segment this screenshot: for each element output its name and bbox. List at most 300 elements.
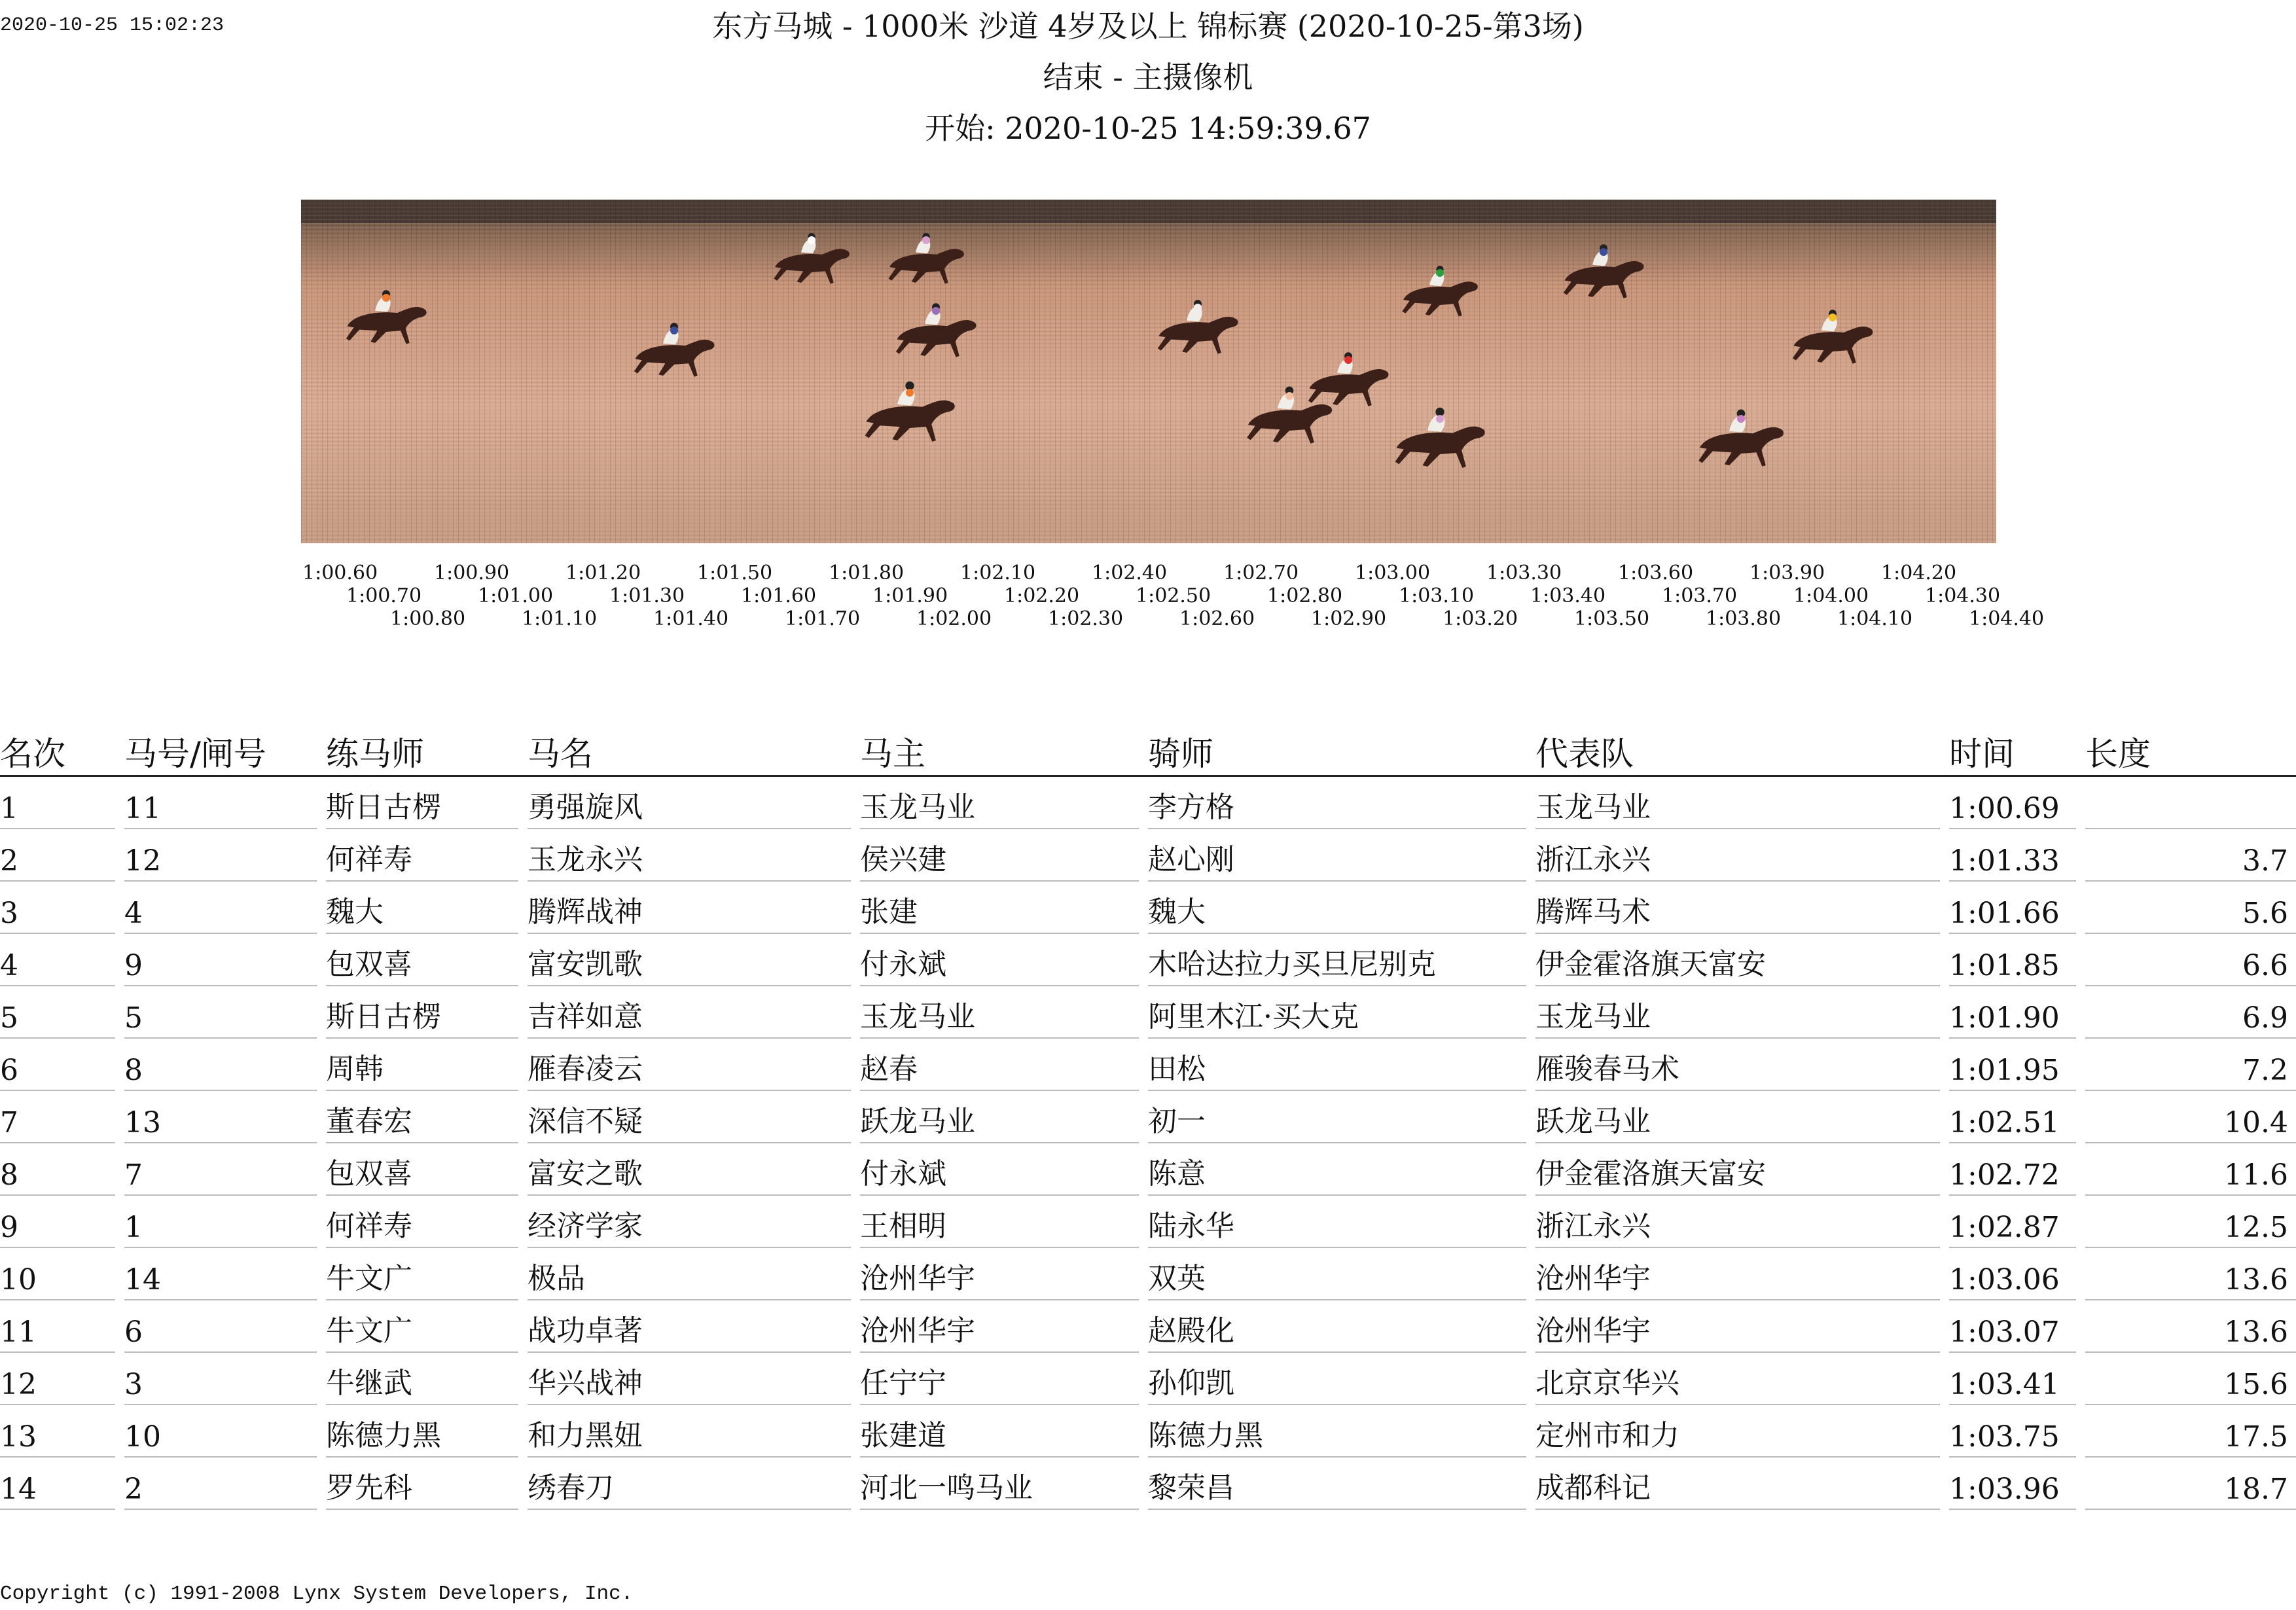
- col-jockey: 骑师: [1148, 728, 1535, 776]
- cell-horse-name: [528, 1248, 860, 1300]
- cell-length-text: 6.9: [2085, 1001, 2296, 1039]
- cell-owner: [860, 986, 1148, 1039]
- cell-horse-number-text: 11: [124, 792, 317, 829]
- cell-time: [1949, 1300, 2085, 1353]
- cell-trainer-text: 包双喜: [326, 1150, 518, 1196]
- cell-trainer: [326, 1143, 528, 1196]
- cell-jockey-text: 木哈达拉力买旦尼别克: [1148, 940, 1526, 986]
- cell-jockey: [1148, 882, 1535, 934]
- table-row: [0, 1091, 2296, 1143]
- cell-horse-name: [528, 934, 860, 986]
- cell-horse-name-text: 华兴战神: [528, 1359, 851, 1405]
- cell-time-text: 1:01.95: [1949, 1054, 2076, 1091]
- cell-length: [2085, 986, 2296, 1039]
- cell-team-text: 雁骏春马术: [1535, 1045, 1940, 1091]
- cell-owner: [860, 829, 1148, 882]
- table-row: [0, 934, 2296, 986]
- time-tick-label: 1:00.90: [434, 562, 510, 584]
- cell-jockey-text: 双英: [1148, 1255, 1526, 1300]
- cell-owner: [860, 1248, 1148, 1300]
- cell-horse-number: [124, 1353, 326, 1405]
- cell-time: [1949, 1248, 2085, 1300]
- cell-trainer-text: 何祥寿: [326, 1202, 518, 1248]
- cell-team-text: 成都科记: [1535, 1464, 1940, 1510]
- cell-rank-text: 2: [0, 844, 115, 882]
- col-horse-name: 马名: [528, 728, 860, 776]
- cell-horse-number: [124, 934, 326, 986]
- cell-time-text: 1:03.75: [1949, 1420, 2076, 1458]
- table-row: [0, 1196, 2296, 1248]
- cell-horse-name-text: 勇强旋风: [528, 783, 851, 829]
- cell-rank: [0, 1143, 124, 1196]
- cell-trainer: [326, 1458, 528, 1510]
- cell-horse-number-text: 8: [124, 1054, 317, 1091]
- cell-rank: [0, 776, 124, 830]
- cell-length-text: 17.5: [2085, 1420, 2296, 1458]
- cell-horse-name-text: 玉龙永兴: [528, 836, 851, 882]
- time-tick-label: 1:04.10: [1837, 607, 1913, 630]
- cell-horse-number: [124, 1196, 326, 1248]
- race-title: 东方马城 - 1000米 沙道 4岁及以上 锦标赛 (2020-10-25-第3场): [712, 9, 1584, 44]
- time-tick-label: 1:01.60: [741, 584, 817, 607]
- cell-owner: [860, 1143, 1148, 1196]
- cell-length-text: 15.6: [2085, 1368, 2296, 1405]
- time-tick-label: 1:03.00: [1355, 562, 1431, 584]
- cell-horse-number: [124, 882, 326, 934]
- cell-team: [1535, 934, 1949, 986]
- cell-length: [2085, 882, 2296, 934]
- cell-owner: [860, 1353, 1148, 1405]
- cell-horse-name: [528, 1353, 860, 1405]
- cell-horse-name-text: 富安凯歌: [528, 940, 851, 986]
- cell-trainer: [326, 829, 528, 882]
- cell-rank-text: 1: [0, 792, 115, 829]
- cell-time: [1949, 1405, 2085, 1458]
- race-start-time: 开始: 2020-10-25 14:59:39.67: [925, 111, 1371, 146]
- cell-rank-text: 10: [0, 1263, 115, 1300]
- cell-team-text: 玉龙马业: [1535, 993, 1940, 1039]
- cell-team: [1535, 1405, 1949, 1458]
- cell-time: [1949, 934, 2085, 986]
- cell-time-text: 1:03.96: [1949, 1473, 2076, 1510]
- cell-jockey-text: 赵殿化: [1148, 1307, 1526, 1353]
- cell-jockey: [1148, 1039, 1535, 1091]
- table-row: [0, 1039, 2296, 1091]
- time-tick-label: 1:02.50: [1136, 584, 1211, 607]
- cell-team-text: 沧州华宇: [1535, 1255, 1940, 1300]
- cell-rank: [0, 1300, 124, 1353]
- cell-trainer-text: 斯日古楞: [326, 783, 518, 829]
- time-tick-label: 1:02.80: [1267, 584, 1343, 607]
- cell-horse-name: [528, 1405, 860, 1458]
- cell-owner: [860, 1458, 1148, 1510]
- cell-time-text: 1:01.33: [1949, 844, 2076, 882]
- cell-horse-number: [124, 776, 326, 830]
- cell-rank: [0, 1091, 124, 1143]
- time-tick-label: 1:04.30: [1925, 584, 2001, 607]
- col-time: 时间: [1949, 728, 2085, 776]
- cell-horse-name: [528, 1143, 860, 1196]
- table-row: [0, 1458, 2296, 1510]
- cell-time-text: 1:02.51: [1949, 1106, 2076, 1143]
- cell-owner-text: 张建道: [860, 1412, 1139, 1458]
- cell-rank: [0, 1248, 124, 1300]
- cell-trainer: [326, 1196, 528, 1248]
- time-tick-label: 1:04.40: [1969, 607, 2045, 630]
- cell-rank-text: 13: [0, 1420, 115, 1458]
- cell-time: [1949, 1458, 2085, 1510]
- cell-time-text: 1:01.90: [1949, 1001, 2076, 1039]
- cell-time-text: 1:01.66: [1949, 897, 2076, 934]
- cell-horse-name: [528, 986, 860, 1039]
- cell-trainer-text: 董春宏: [326, 1098, 518, 1143]
- cell-horse-number: [124, 986, 326, 1039]
- cell-time: [1949, 1143, 2085, 1196]
- cell-time-text: 1:03.41: [1949, 1368, 2076, 1405]
- cell-jockey: [1148, 934, 1535, 986]
- cell-owner: [860, 1300, 1148, 1353]
- cell-length-text: 12.5: [2085, 1211, 2296, 1248]
- cell-team-text: 浙江永兴: [1535, 836, 1940, 882]
- cell-team: [1535, 829, 1949, 882]
- cell-owner-text: 玉龙马业: [860, 993, 1139, 1039]
- cell-team: [1535, 1091, 1949, 1143]
- cell-trainer-text: 斯日古楞: [326, 993, 518, 1039]
- cell-length-text: 10.4: [2085, 1106, 2296, 1143]
- cell-trainer: [326, 1039, 528, 1091]
- cell-team: [1535, 1300, 1949, 1353]
- cell-rank-text: 12: [0, 1368, 115, 1405]
- time-tick-label: 1:02.40: [1092, 562, 1168, 584]
- cell-length: [2085, 1143, 2296, 1196]
- cell-horse-name-text: 腾辉战神: [528, 888, 851, 934]
- cell-time: [1949, 1353, 2085, 1405]
- cell-owner-text: 赵春: [860, 1045, 1139, 1091]
- cell-jockey: [1148, 986, 1535, 1039]
- cell-team-text: 伊金霍洛旗天富安: [1535, 1150, 1940, 1196]
- table-row: [0, 882, 2296, 934]
- cell-horse-number-text: 4: [124, 897, 317, 934]
- cell-time-text: 1:02.72: [1949, 1158, 2076, 1196]
- cell-jockey: [1148, 776, 1535, 830]
- time-tick-label: 1:04.00: [1793, 584, 1869, 607]
- cell-rank: [0, 829, 124, 882]
- cell-trainer: [326, 1405, 528, 1458]
- cell-horse-number-text: 6: [124, 1315, 317, 1353]
- cell-time-text: 1:03.06: [1949, 1263, 2076, 1300]
- table-row: [0, 1353, 2296, 1405]
- cell-horse-name: [528, 1300, 860, 1353]
- photo-finish-image: [301, 200, 1996, 543]
- cell-trainer-text: 罗先科: [326, 1464, 518, 1510]
- table-row: [0, 829, 2296, 882]
- col-team: 代表队: [1535, 728, 1949, 776]
- cell-horse-number: [124, 1458, 326, 1510]
- cell-rank-text: 5: [0, 1001, 115, 1039]
- cell-horse-number-text: 1: [124, 1211, 317, 1248]
- table-row: [0, 1143, 2296, 1196]
- cell-owner: [860, 1039, 1148, 1091]
- cell-team-text: 伊金霍洛旗天富安: [1535, 940, 1940, 986]
- cell-horse-name-text: 绣春刀: [528, 1464, 851, 1510]
- cell-owner-text: 付永斌: [860, 1150, 1139, 1196]
- print-timestamp: 2020-10-25 15:02:23: [0, 14, 224, 37]
- cell-horse-number-text: 9: [124, 949, 317, 986]
- cell-rank-text: 8: [0, 1158, 115, 1196]
- cell-length-text: 13.6: [2085, 1263, 2296, 1300]
- cell-rank-text: 3: [0, 897, 115, 934]
- cell-rank-text: 6: [0, 1054, 115, 1091]
- cell-team-text: 玉龙马业: [1535, 783, 1940, 829]
- cell-length: [2085, 1039, 2296, 1091]
- col-length: 长度: [2085, 728, 2296, 776]
- cell-jockey: [1148, 1353, 1535, 1405]
- cell-time: [1949, 829, 2085, 882]
- cell-rank-text: 4: [0, 949, 115, 986]
- cell-length: [2085, 1091, 2296, 1143]
- cell-team: [1535, 1458, 1949, 1510]
- cell-trainer-text: 包双喜: [326, 940, 518, 986]
- cell-trainer: [326, 1248, 528, 1300]
- cell-rank: [0, 934, 124, 986]
- cell-jockey: [1148, 829, 1535, 882]
- cell-team-text: 跃龙马业: [1535, 1098, 1940, 1143]
- copyright-notice: Copyright (c) 1991-2008 Lynx System Developers, Inc.: [0, 1583, 634, 1605]
- cell-time: [1949, 986, 2085, 1039]
- cell-team: [1535, 986, 1949, 1039]
- table-row: [0, 1248, 2296, 1300]
- cell-time: [1949, 1091, 2085, 1143]
- cell-trainer-text: 魏大: [326, 888, 518, 934]
- cell-horse-name-text: 战功卓著: [528, 1307, 851, 1353]
- cell-rank: [0, 1353, 124, 1405]
- cell-rank: [0, 1196, 124, 1248]
- cell-length-text: [2085, 792, 2296, 829]
- cell-horse-number-text: 14: [124, 1263, 317, 1300]
- table-row: [0, 776, 2296, 830]
- cell-jockey-text: 陈意: [1148, 1150, 1526, 1196]
- cell-rank: [0, 1039, 124, 1091]
- cell-horse-number-text: 3: [124, 1368, 317, 1405]
- cell-owner: [860, 934, 1148, 986]
- time-tick-label: 1:03.40: [1530, 584, 1606, 607]
- cell-length-text: 11.6: [2085, 1158, 2296, 1196]
- cell-trainer-text: 牛文广: [326, 1255, 518, 1300]
- cell-length-text: 5.6: [2085, 897, 2296, 934]
- cell-horse-number: [124, 1248, 326, 1300]
- time-tick-label: 1:01.30: [609, 584, 685, 607]
- cell-owner-text: 侯兴建: [860, 836, 1139, 882]
- time-tick-label: 1:00.80: [390, 607, 466, 630]
- cell-horse-name: [528, 776, 860, 830]
- cell-horse-name: [528, 1196, 860, 1248]
- cell-time-text: 1:03.07: [1949, 1315, 2076, 1353]
- cell-owner: [860, 1405, 1148, 1458]
- cell-jockey-text: 陈德力黑: [1148, 1412, 1526, 1458]
- time-tick-label: 1:03.30: [1486, 562, 1562, 584]
- cell-horse-name: [528, 1039, 860, 1091]
- cell-length: [2085, 1458, 2296, 1510]
- cell-horse-number: [124, 1405, 326, 1458]
- cell-team: [1535, 1248, 1949, 1300]
- cell-jockey-text: 田松: [1148, 1045, 1526, 1091]
- cell-trainer: [326, 882, 528, 934]
- cell-time-text: 1:01.85: [1949, 949, 2076, 986]
- cell-horse-number-text: 5: [124, 1001, 317, 1039]
- cell-length-text: 6.6: [2085, 949, 2296, 986]
- cell-owner-text: 沧州华宇: [860, 1307, 1139, 1353]
- time-tick-label: 1:02.60: [1179, 607, 1255, 630]
- cell-jockey: [1148, 1143, 1535, 1196]
- cell-jockey: [1148, 1248, 1535, 1300]
- cell-trainer: [326, 986, 528, 1039]
- cell-horse-number: [124, 1143, 326, 1196]
- race-status: 结束 - 主摄像机: [1043, 60, 1253, 95]
- time-tick-label: 1:01.00: [478, 584, 554, 607]
- table-row: [0, 986, 2296, 1039]
- cell-jockey: [1148, 1300, 1535, 1353]
- cell-time-text: 1:00.69: [1949, 792, 2076, 829]
- col-trainer: 练马师: [326, 728, 528, 776]
- cell-trainer-text: 周韩: [326, 1045, 518, 1091]
- cell-horse-number: [124, 1039, 326, 1091]
- cell-rank-text: 9: [0, 1211, 115, 1248]
- col-rank: 名次: [0, 728, 124, 776]
- time-tick-label: 1:04.20: [1881, 562, 1957, 584]
- cell-horse-name-text: 经济学家: [528, 1202, 851, 1248]
- cell-trainer: [326, 934, 528, 986]
- time-tick-label: 1:01.20: [565, 562, 641, 584]
- cell-rank: [0, 882, 124, 934]
- cell-horse-number-text: 13: [124, 1106, 317, 1143]
- cell-length: [2085, 829, 2296, 882]
- cell-horse-name: [528, 829, 860, 882]
- table-row: [0, 1300, 2296, 1353]
- cell-length-text: 18.7: [2085, 1473, 2296, 1510]
- results-table: [0, 728, 2296, 1510]
- cell-owner: [860, 1196, 1148, 1248]
- cell-horse-number-text: 10: [124, 1420, 317, 1458]
- cell-horse-name-text: 雁春凌云: [528, 1045, 851, 1091]
- cell-horse-number-text: 12: [124, 844, 317, 882]
- cell-horse-number-text: 7: [124, 1158, 317, 1196]
- cell-jockey-text: 魏大: [1148, 888, 1526, 934]
- cell-team-text: 浙江永兴: [1535, 1202, 1940, 1248]
- cell-horse-number: [124, 829, 326, 882]
- time-tick-label: 1:03.60: [1618, 562, 1694, 584]
- cell-jockey-text: 李方格: [1148, 783, 1526, 829]
- time-tick-label: 1:03.20: [1443, 607, 1518, 630]
- cell-team: [1535, 776, 1949, 830]
- cell-owner: [860, 776, 1148, 830]
- cell-team: [1535, 1196, 1949, 1248]
- cell-jockey-text: 赵心刚: [1148, 836, 1526, 882]
- cell-team-text: 北京京华兴: [1535, 1359, 1940, 1405]
- cell-trainer-text: 何祥寿: [326, 836, 518, 882]
- cell-horse-name-text: 极品: [528, 1255, 851, 1300]
- cell-time: [1949, 1196, 2085, 1248]
- cell-rank: [0, 1405, 124, 1458]
- cell-owner-text: 河北一鸣马业: [860, 1464, 1139, 1510]
- time-tick-label: 1:01.50: [697, 562, 773, 584]
- cell-jockey-text: 陆永华: [1148, 1202, 1526, 1248]
- time-tick-label: 1:03.70: [1662, 584, 1738, 607]
- time-tick-label: 1:02.00: [916, 607, 992, 630]
- cell-jockey-text: 初一: [1148, 1098, 1526, 1143]
- cell-owner-text: 跃龙马业: [860, 1098, 1139, 1143]
- cell-length-text: 7.2: [2085, 1054, 2296, 1091]
- cell-length: [2085, 1196, 2296, 1248]
- cell-team: [1535, 1353, 1949, 1405]
- cell-length: [2085, 1248, 2296, 1300]
- cell-rank-text: 7: [0, 1106, 115, 1143]
- cell-time: [1949, 1039, 2085, 1091]
- time-tick-label: 1:02.20: [1004, 584, 1080, 607]
- cell-owner-text: 王相明: [860, 1202, 1139, 1248]
- cell-jockey: [1148, 1196, 1535, 1248]
- cell-jockey-text: 黎荣昌: [1148, 1464, 1526, 1510]
- cell-team: [1535, 1039, 1949, 1091]
- cell-trainer: [326, 1353, 528, 1405]
- cell-owner-text: 沧州华宇: [860, 1255, 1139, 1300]
- col-owner: 马主: [860, 728, 1148, 776]
- cell-rank-text: 11: [0, 1315, 115, 1353]
- cell-team: [1535, 1143, 1949, 1196]
- cell-rank: [0, 1458, 124, 1510]
- time-tick-label: 1:02.30: [1048, 607, 1124, 630]
- cell-trainer-text: 牛继武: [326, 1359, 518, 1405]
- cell-trainer: [326, 1091, 528, 1143]
- cell-horse-number: [124, 1091, 326, 1143]
- cell-horse-name-text: 深信不疑: [528, 1098, 851, 1143]
- col-horse-number: 马号/闸号: [124, 728, 326, 776]
- cell-length: [2085, 776, 2296, 830]
- results-header-row: [0, 728, 2296, 776]
- cell-horse-name-text: 和力黑妞: [528, 1412, 851, 1458]
- cell-trainer-text: 牛文广: [326, 1307, 518, 1353]
- table-row: [0, 1405, 2296, 1458]
- time-tick-label: 1:03.10: [1399, 584, 1475, 607]
- time-tick-label: 1:00.70: [346, 584, 422, 607]
- cell-horse-name: [528, 1458, 860, 1510]
- time-tick-label: 1:03.50: [1574, 607, 1650, 630]
- cell-time: [1949, 776, 2085, 830]
- cell-owner-text: 付永斌: [860, 940, 1139, 986]
- cell-length-text: 3.7: [2085, 844, 2296, 882]
- cell-trainer-text: 陈德力黑: [326, 1412, 518, 1458]
- time-tick-label: 1:00.60: [302, 562, 378, 584]
- cell-trainer: [326, 1300, 528, 1353]
- time-tick-label: 1:02.70: [1223, 562, 1299, 584]
- time-tick-label: 1:01.40: [653, 607, 729, 630]
- cell-time: [1949, 882, 2085, 934]
- cell-owner-text: 任宁宁: [860, 1359, 1139, 1405]
- cell-horse-name: [528, 1091, 860, 1143]
- cell-owner-text: 玉龙马业: [860, 783, 1139, 829]
- cell-team: [1535, 882, 1949, 934]
- cell-length: [2085, 934, 2296, 986]
- cell-length: [2085, 1353, 2296, 1405]
- cell-length: [2085, 1405, 2296, 1458]
- time-tick-label: 1:01.70: [785, 607, 861, 630]
- time-tick-label: 1:01.10: [522, 607, 598, 630]
- cell-horse-number-text: 2: [124, 1473, 317, 1510]
- cell-horse-number: [124, 1300, 326, 1353]
- time-tick-label: 1:02.90: [1311, 607, 1387, 630]
- time-tick-label: 1:02.10: [960, 562, 1036, 584]
- cell-trainer: [326, 776, 528, 830]
- cell-jockey: [1148, 1458, 1535, 1510]
